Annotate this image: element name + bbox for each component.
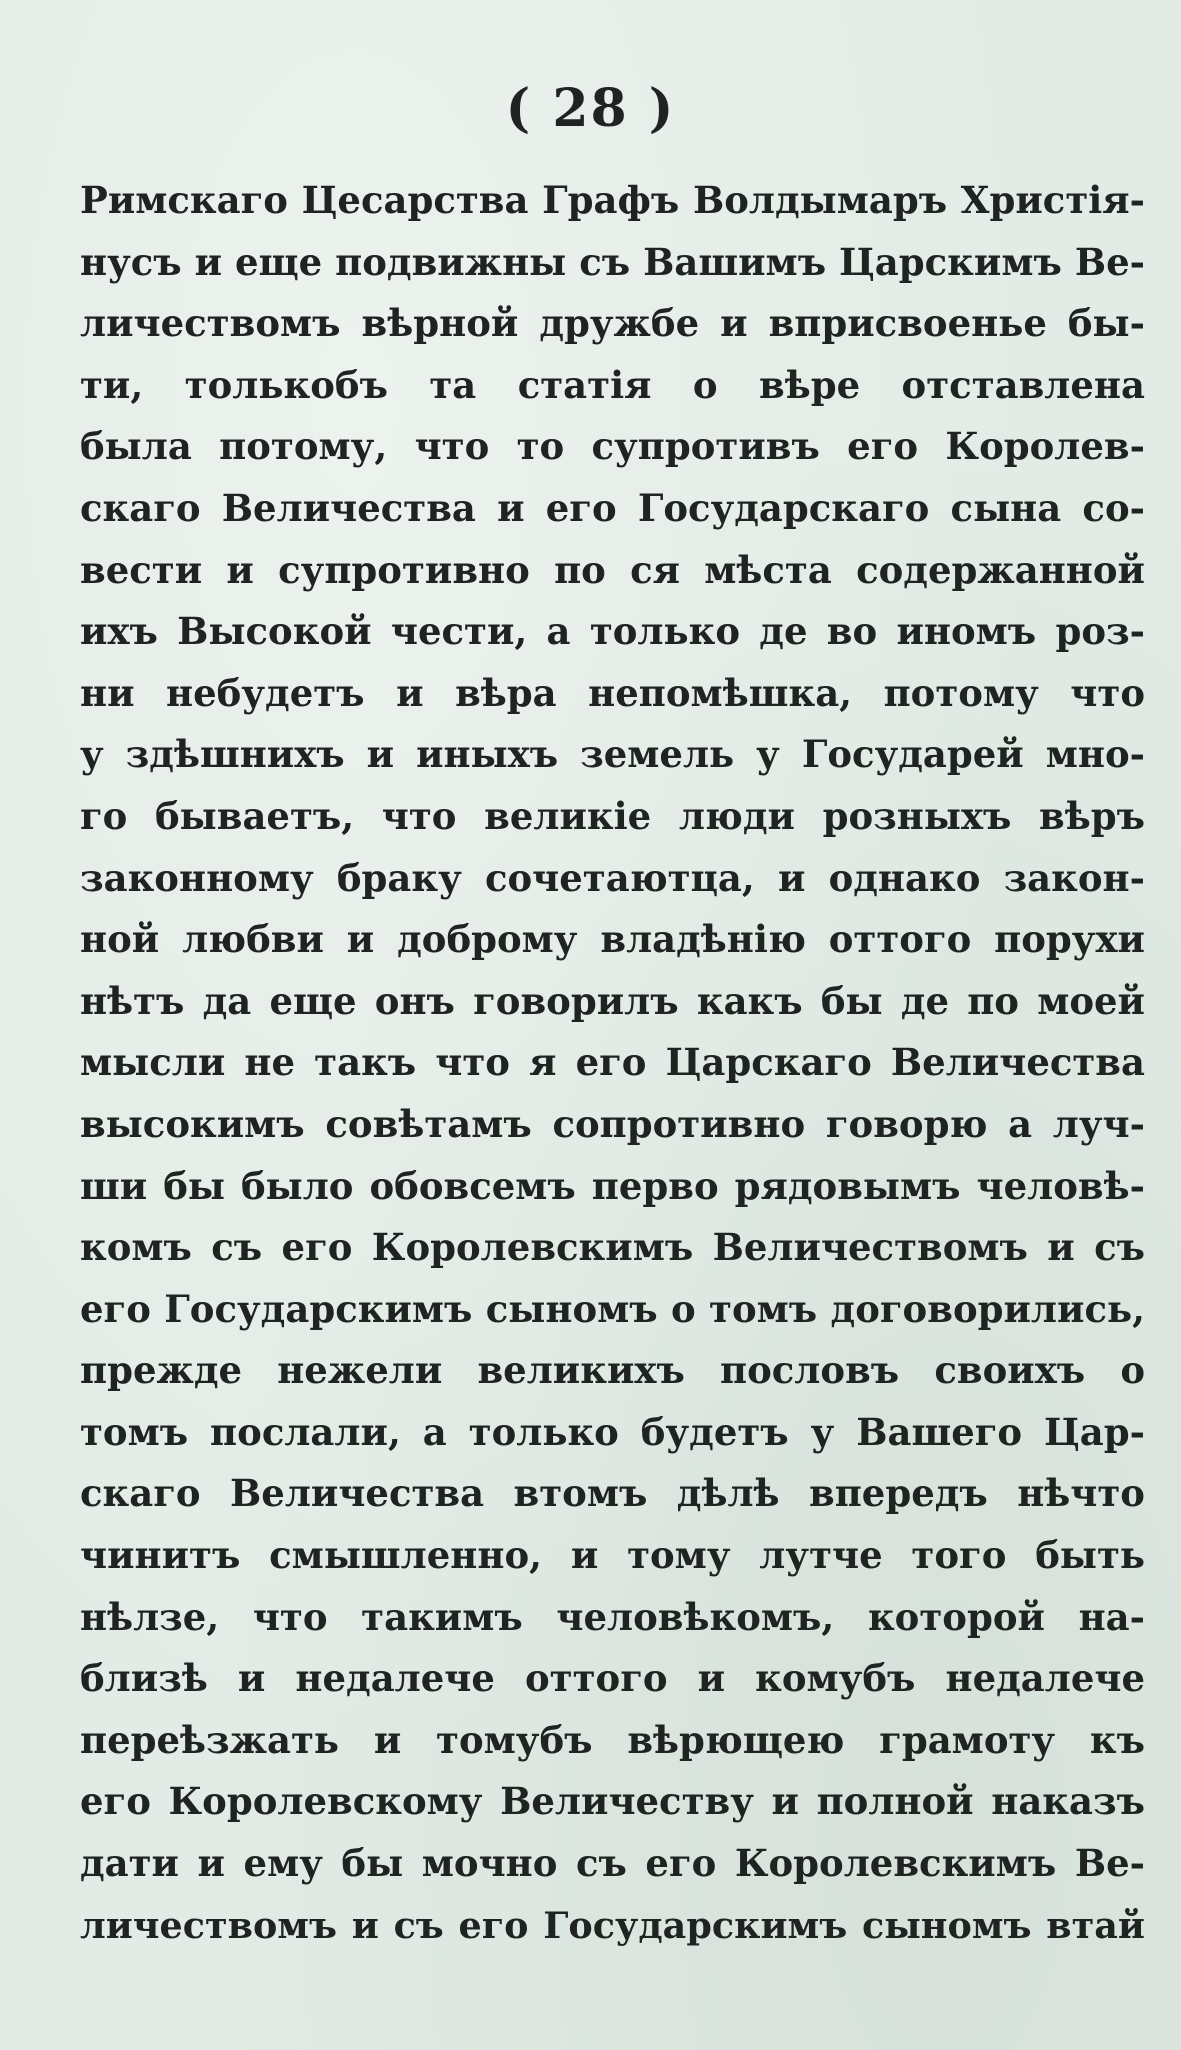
text-line: комъ съ его Королевскимъ Величествомъ и съ (80, 1225, 1145, 1270)
text-line: ни небудетъ и вѣра непомѣшка, потому что (80, 670, 1145, 715)
text-line: ихъ Высокой чести, а только де во иномъ роз- (80, 609, 1145, 654)
text-line: нѣтъ да еще онъ говорилъ какъ бы де по моей (80, 978, 1145, 1023)
text-line: мысли не такъ что я его Царскаго Величества (80, 1040, 1145, 1085)
text-line: чинитъ смышленно, и тому лутче того быть (80, 1533, 1145, 1578)
text-line: томъ послали, а только будетъ у Вашего Цар- (80, 1409, 1145, 1454)
text-line: скаго Величества и его Государскаго сына со- (80, 485, 1145, 530)
text-line: нусъ и еще подвижны съ Вашимъ Царскимъ Ве- (80, 239, 1145, 284)
text-line: скаго Величества втомъ дѣлѣ впередъ нѣчто (80, 1471, 1145, 1516)
text-line: дати и ему бы мочно съ его Королевскимъ Ве- (80, 1841, 1145, 1886)
text-line: Римскаго Цесарства Графъ Волдымаръ Христія- (80, 178, 1145, 222)
text-line: была потому, что то супротивъ его Королев- (80, 424, 1145, 469)
body-text (80, 170, 1145, 1956)
text-line: законному браку сочетаютца, и однако закон- (80, 855, 1145, 900)
text-line: у здѣшнихъ и иныхъ земель у Государей мно- (80, 732, 1145, 777)
text-line: личествомъ вѣрной дружбе и вприсвоенье бы- (80, 301, 1145, 346)
page-number: ( 28 ) (505, 78, 676, 139)
text-line: го бываетъ, что великіе люди розныхъ вѣръ (80, 793, 1145, 838)
text-line: вести и супротивно по ся мѣста содержанной (80, 547, 1145, 592)
text-line: ши бы было обовсемъ перво рядовымъ человѣ- (80, 1163, 1145, 1208)
text-line: личествомъ и съ его Государскимъ сыномъ втай (80, 1903, 1145, 1947)
text-line: прежде нежели великихъ пословъ своихъ о (80, 1348, 1145, 1393)
text-line: ной любви и доброму владѣнію оттого порухи (80, 917, 1145, 962)
text-line: высокимъ совѣтамъ сопротивно говорю а луч- (80, 1101, 1145, 1146)
text-line: переѣзжать и томубъ вѣрющею грамоту къ (80, 1717, 1145, 1762)
text-line: нѣлзе, что такимъ человѣкомъ, которой на- (80, 1594, 1145, 1639)
text-line: ти, толькобъ та статія о вѣре отставлена (80, 362, 1145, 407)
text-line: его Королевскому Величеству и полной наказъ (80, 1779, 1145, 1824)
text-line: близѣ и недалече оттого и комубъ недалече (80, 1656, 1145, 1701)
text-line: его Государскимъ сыномъ о томъ договорились, (80, 1286, 1145, 1331)
